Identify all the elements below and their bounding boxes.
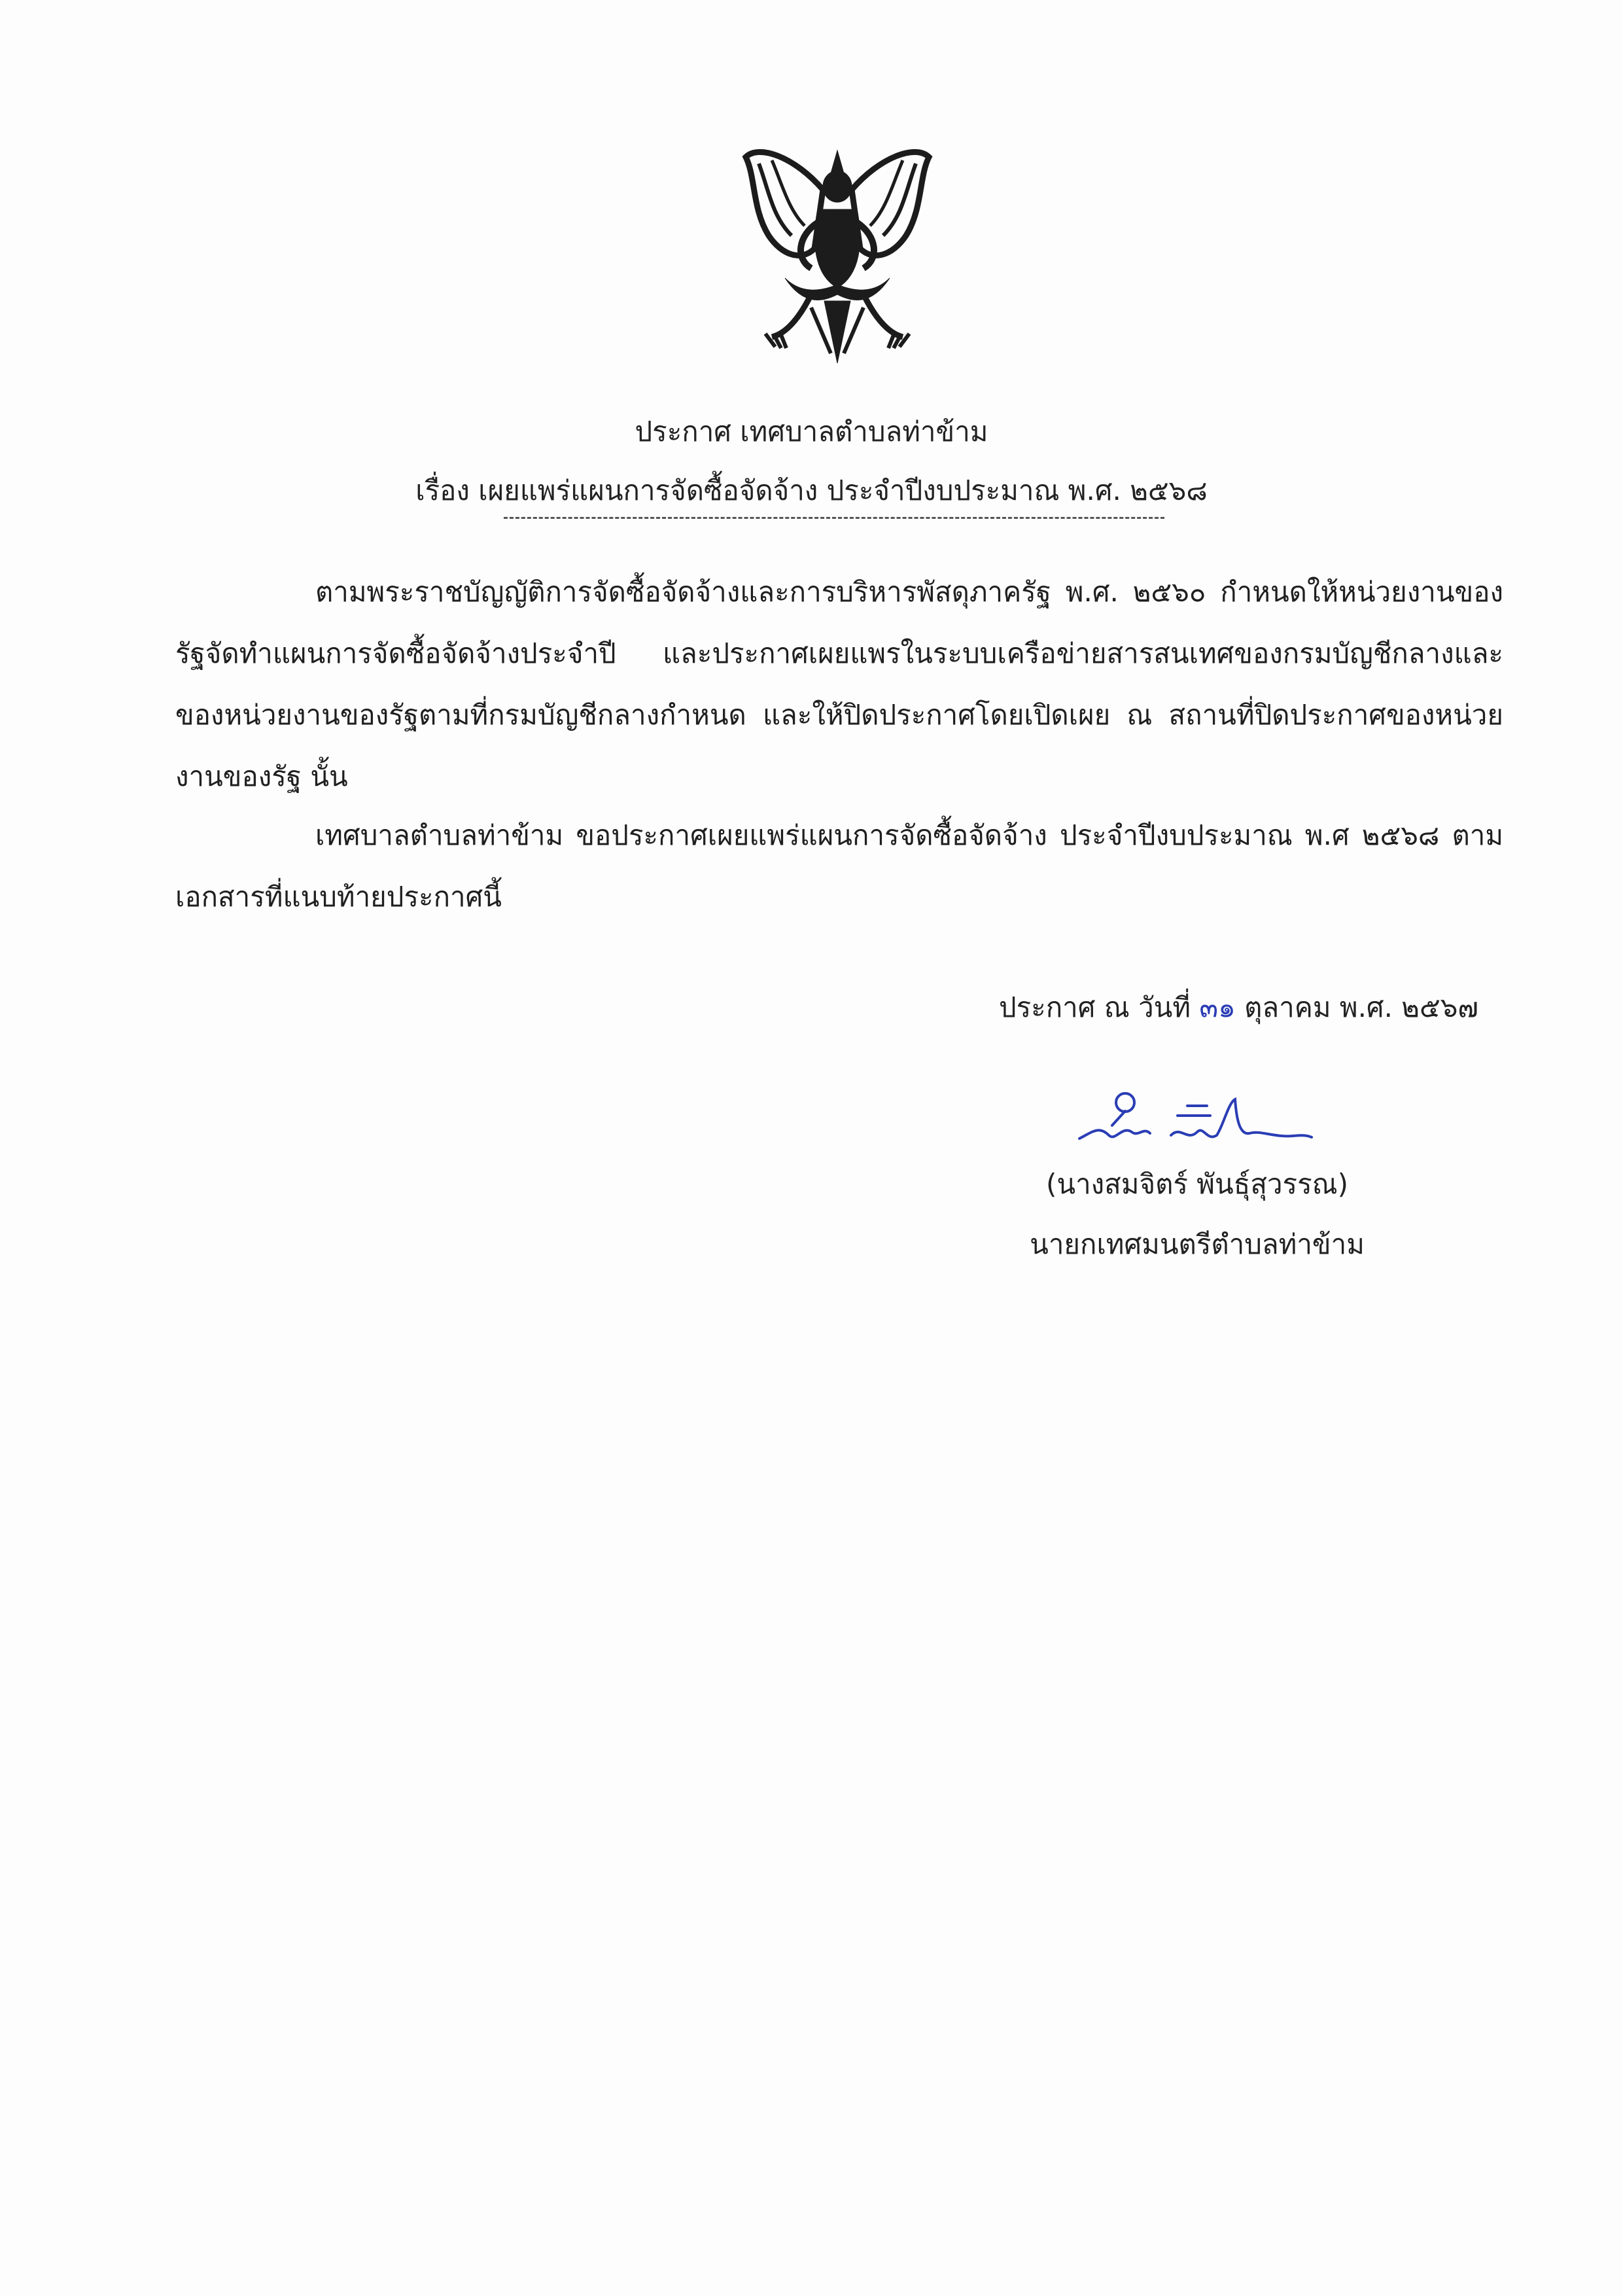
- body-paragraph-2: เทศบาลตำบลท่าข้าม ขอประกาศเผยแพร่แผนการจัดซื้อจัดจ้าง ประจำปีงบประมาณ พ.ศ ๒๕๖๘ ตามเอกสารที่แนบท้ายประกาศนี้: [175, 819, 1504, 913]
- announcement-organization: ประกาศ เทศบาลตำบลท่าข้าม: [635, 415, 988, 448]
- announcement-subject: เรื่อง เผยแพร่แผนการจัดซื้อจัดจ้าง ประจำปีงบประมาณ พ.ศ. ๒๕๖๘: [415, 474, 1208, 506]
- signatory-name: (นางสมจิตร์ พันธุ์สุวรรณ): [1045, 1168, 1349, 1200]
- handwritten-signature-icon: [1073, 1086, 1321, 1158]
- date-month-year: ตุลาคม พ.ศ. ๒๕๖๗: [1244, 991, 1478, 1023]
- announcement-date: [720, 988, 1478, 1027]
- garuda-emblem-icon: [733, 137, 942, 373]
- date-day: ๓๑: [1199, 991, 1236, 1023]
- signatory-position: นายกเทศมนตรีตำบลท่าข้าม: [1030, 1228, 1365, 1260]
- subject-divider: [504, 517, 1164, 519]
- body-paragraph-1: ตามพระราชบัญญัติการจัดซื้อจัดจ้างและการบริหารพัสดุภาครัฐ พ.ศ. ๒๕๖๐ กำหนดให้หน่วยงานของรัฐจัดทำแผนการจัดซื้อจัดจ้างประจำปี และประกาศเผยแพรในระบบเครือข่ายสารสนเทศของกรมบัญชีกลางและของหน่วยงานของรัฐตามที่กรมบัญชีกลางกำหนด และให้ปิดประกาศโดยเปิดเผย ณ สถานที่ปิดประกาศของหน่วยงานของรัฐ นั้น: [175, 576, 1503, 792]
- date-prefix: ประกาศ ณ วันที่: [998, 991, 1191, 1023]
